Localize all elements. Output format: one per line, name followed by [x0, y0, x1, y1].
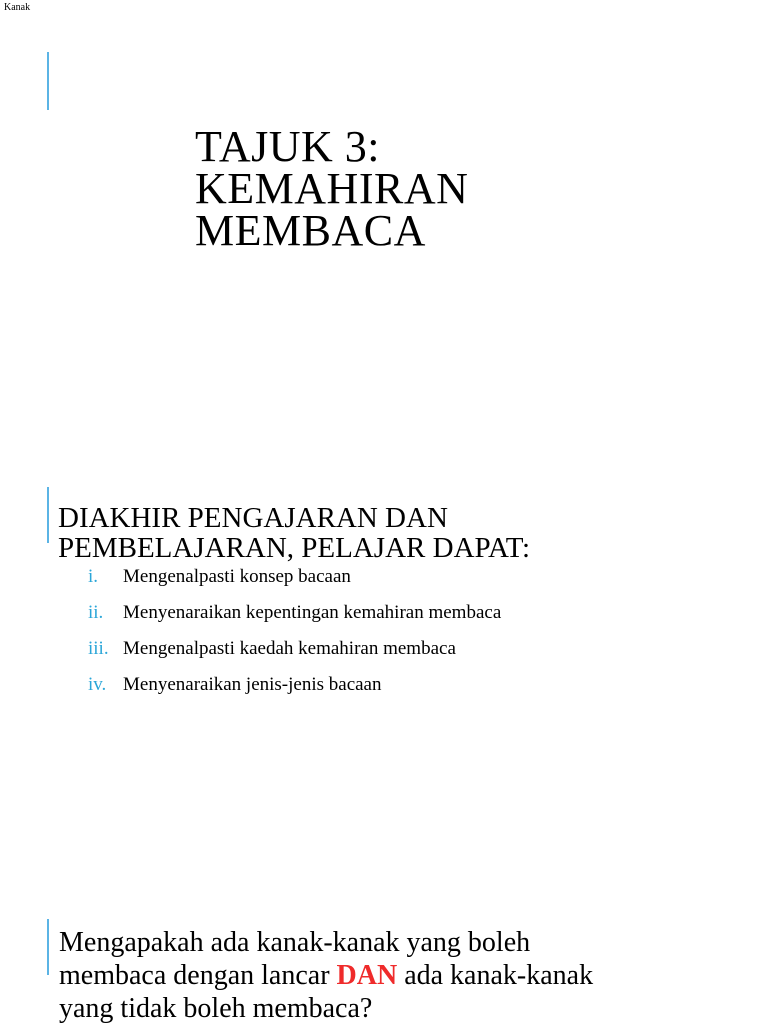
slide2-heading-line-1: DIAKHIR PENGAJARAN DAN	[58, 502, 448, 534]
list-item-text: Mengenalpasti konsep bacaan	[123, 566, 351, 587]
list-item	[88, 674, 501, 710]
slide2-accent-bar	[47, 487, 49, 543]
slide1-title-line-1: TAJUK 3:	[195, 122, 381, 171]
list-item-number: ii.	[88, 602, 104, 623]
question-line-3: yang tidak boleh membaca?	[59, 993, 373, 1024]
slide1-title-line-3: MEMBACA	[195, 206, 426, 255]
objectives-list	[88, 566, 501, 710]
slide3-question	[59, 926, 749, 1025]
slide1-accent-bar	[47, 52, 49, 110]
list-item	[88, 638, 501, 674]
question-line-2-end: ada kanak-kanak	[397, 960, 594, 991]
list-item-text: Menyenaraikan kepentingan kemahiran membaca	[123, 602, 502, 623]
question-line-2-start: membaca dengan lancar	[59, 960, 337, 991]
list-item-text: Menyenaraikan jenis-jenis bacaan	[123, 674, 382, 695]
page-header-text: Kanak	[4, 2, 31, 13]
list-item-number: i.	[88, 566, 99, 587]
slide3-accent-bar	[47, 919, 49, 975]
slide2-heading	[58, 503, 530, 563]
slide2-heading-line-2: PEMBELAJARAN, PELAJAR DAPAT:	[58, 532, 531, 564]
list-item-number: iii.	[88, 638, 109, 659]
list-item-number: iv.	[88, 674, 107, 695]
slide1-title-line-2: KEMAHIRAN	[195, 164, 469, 213]
list-item	[88, 566, 501, 602]
question-line-2	[59, 959, 749, 992]
question-emphasis-word: DAN	[336, 960, 398, 991]
list-item	[88, 602, 501, 638]
list-item-text: Mengenalpasti kaedah kemahiran membaca	[123, 638, 456, 659]
question-line-1: Mengapakah ada kanak-kanak yang boleh	[59, 927, 531, 958]
slide1-title	[195, 122, 469, 255]
